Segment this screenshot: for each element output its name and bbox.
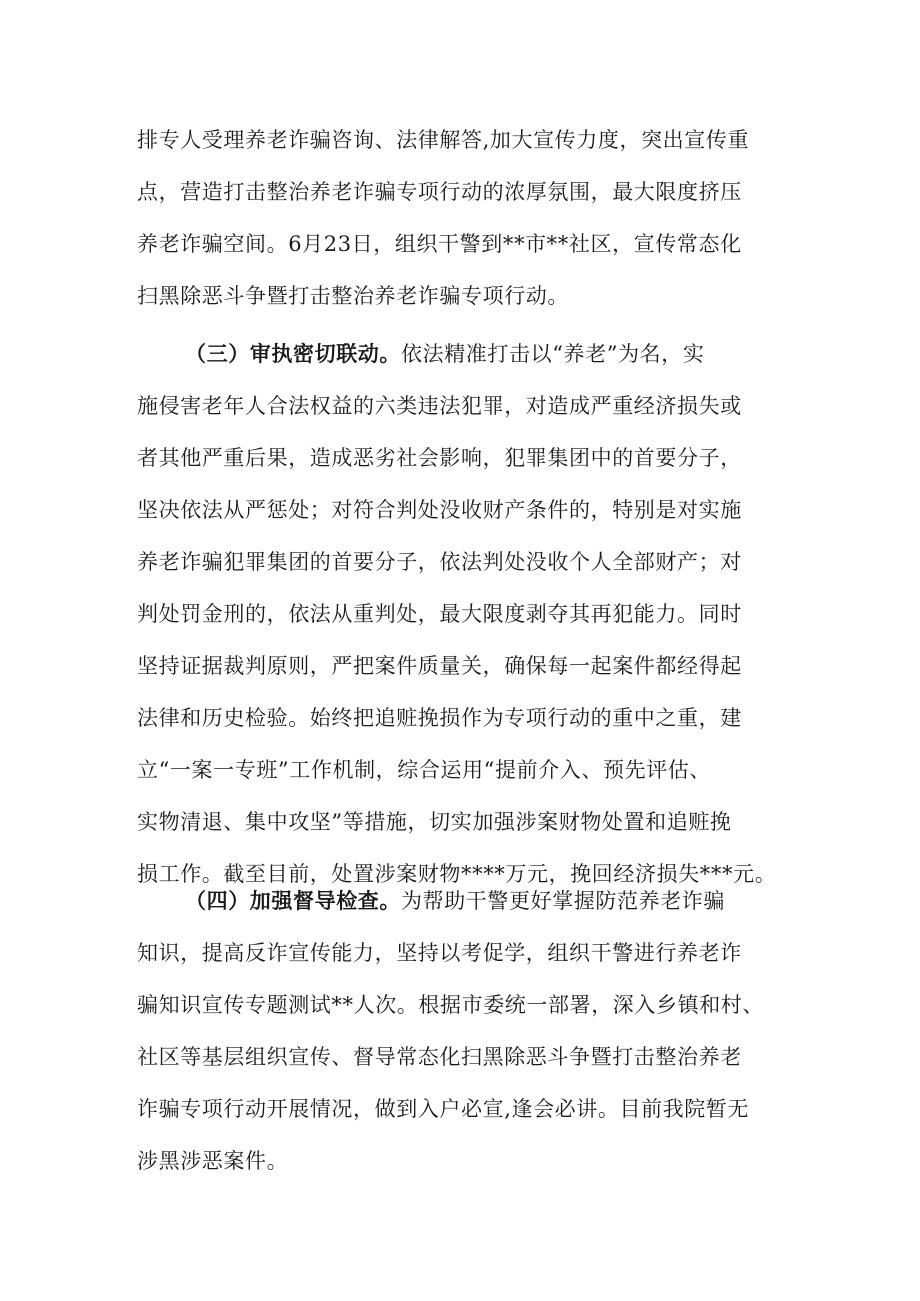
text-line: 法律和历史检验。始终把追赃挽损作为专项行动的重中之重，建 (137, 706, 742, 730)
text-line: 诈骗专项行动开展情况，做到入户必宣,逢会必讲。目前我院暂无 (137, 1097, 750, 1121)
text-line: 养老诈骗空间。6月23日，组织干警到**市**社区，宣传常态化 (137, 232, 742, 256)
text-line: 者其他严重后果，造成恶劣社会影响，犯罪集团中的首要分子， (137, 446, 742, 470)
section-first-line-text: 依法精准打击以“养老”为名，实 (401, 342, 705, 366)
text-line: 施侵害老年人合法权益的六类违法犯罪，对造成严重经济损失或 (137, 394, 742, 418)
text-line: 知识，提高反诈宣传能力，坚持以考促学，组织干警进行养老诈 (137, 941, 742, 965)
text-line: 点，营造打击整治养老诈骗专项行动的浓厚氛围，最大限度挤压 (137, 180, 742, 204)
section-first-line (137, 875, 797, 927)
text-line: 坚持证据裁判原则，严把案件质量关，确保每一起案件都经得起 (137, 654, 742, 678)
section-first-line (137, 328, 797, 380)
section-trial-enforcement (137, 328, 797, 900)
text-line: 养老诈骗犯罪集团的首要分子，依法判处没收个人全部财产；对 (137, 550, 742, 574)
text-line: 骗知识宣传专题测试**人次。根据市委统一部署，深入乡镇和村、 (137, 993, 764, 1017)
text-line: 实物清退、集中攻坚”等措施，切实加强涉案财物处置和追赃挽 (137, 810, 732, 834)
section-heading: （四）加强督导检查。 (185, 889, 401, 913)
section-first-line-text: 为帮助干警更好掌握防范养老诈骗 (401, 889, 725, 913)
section-supervision (137, 875, 797, 1187)
text-line: 排专人受理养老诈骗咨询、法律解答,加大宣传力度，突出宣传重 (137, 128, 750, 152)
text-line: 涉黑涉恶案件。 (137, 1149, 289, 1173)
text-line: 损工作。截至目前，处置涉案财物****万元，挽回经济损失***元。 (137, 862, 777, 886)
text-line: 判处罚金刑的，依法从重判处，最大限度剥夺其再犯能力。同时 (137, 602, 742, 626)
text-line: 社区等基层组织宣传、督导常态化扫黑除恶斗争暨打击整治养老 (137, 1045, 742, 1069)
section-heading: （三）审执密切联动。 (185, 342, 401, 366)
text-line: 立“一案一专班”工作机制，综合运用“提前介入、预先评估、 (137, 758, 712, 782)
paragraph-publicity (137, 114, 797, 322)
text-line: 坚决依法从严惩处；对符合判处没收财产条件的，特别是对实施 (137, 498, 742, 522)
text-line: 扫黑除恶斗争暨打击整治养老诈骗专项行动。 (137, 284, 569, 308)
